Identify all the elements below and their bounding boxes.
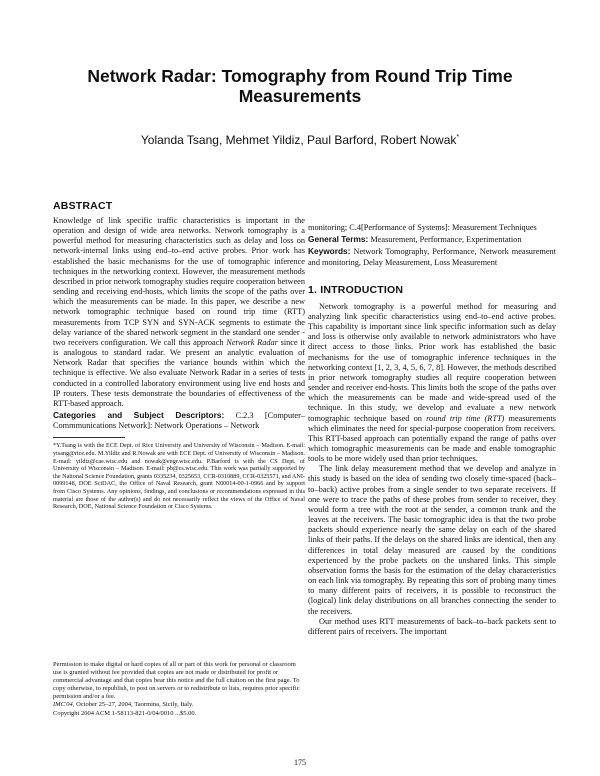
intro-paragraph-3: Our method uses RTT measurements of back–to–back packets sent to different pairs of receivers. The important xyxy=(308,616,556,636)
introduction-heading: 1. INTRODUCTION xyxy=(308,283,404,296)
paper-title: Network Radar: Tomography from Round Trip Time Measurements xyxy=(87,66,513,106)
page-number: 175 xyxy=(294,758,306,767)
intro-paragraph-2: The link delay measurement method that we develop and analyze in this study is based on the idea of sending two closely time-spaced (back–to–back) active probes from a single sender to two separate receivers. If one were to trace the paths of these probes from sender to receiver, they would form a tree with the root at the sender, a common trunk and the leaves at the receivers. The basic tomographic idea is that the two probe packets should experience nearly the same delay on each of the shared links of their paths. If the delays on the shared links are identical, then any differences in total delay measured are caused by the conditions experienced by the probe packets on the unshared links. This simple observation forms the basis for the estimation of the delay characteristics on each link via tomography. By repeating this sort of probing many times to many different pairs of receivers, it is possible to reconstruct the (logical) link delay distributions on all branches connecting the sender to the receivers. xyxy=(308,464,556,616)
categories-block: Categories and Subject Descriptors: C.2.3 [Computer–Commmunications Network]: Network Operations – Network xyxy=(53,409,305,431)
keywords: Keywords: Network Tomography, Performance, Network measurement and monitoring, Delay Measurement, Loss Measurement xyxy=(308,246,556,267)
permission-notice xyxy=(53,661,305,718)
copyright-line: Copyright 2004 ACM 1-58113-821-0/04/0010 ...$5.00. xyxy=(53,709,197,717)
conference-venue: IMC'04, October 25–27, 2004, Taormina, Sicily, Italy. xyxy=(53,701,194,709)
author-footnote: *Y.Tsang is with the ECE Dept. of Rice University and University of Wisconsin – Madison. E-mail: ytsang@rice.edu. M.Yildiz and R.Nowak are with ECE Dept. of University of Wisconsin – Madison. E-mail: yildiz@cae.wisc.edu and nowak@engr.wisc.edu. P.Barford is with the CS Dept. of University of Wisconsin – Madison. E-mail: pb@cs.wisc.edu. This work was partially supported by the National Science Foundation, grants 0335234, 0325653, CCR-0310889, CCR-0325571, and ANI-0099148, DOE SciDAC, the Office of Naval Research, grant N00014-00-1-0966 and by support from Cisco Systems. Any opinions, findings, and conclusions or recommendations expressed in this material are those of the author(s) and do not necessarily reflect the views of the Office of Naval Research, DOE, National Science Foundation or Cisco Systems. xyxy=(53,442,305,511)
abstract-text: Knowledge of link specific traffic characteristics is important in the operation and design of wide area networks. Network tomography is a powerful method for measuring characteristics such as delay and loss on network-internal links using end–to–end active probes. Prior work has established the basic mechanisms for the use of tomographic inference techniques in the networking context. However, the measurement methods described in prior network tomography studies require cooperation between sending and receiving end-hosts, which limits the scope of the paths over which the measurements can be made. In this paper, we describe a new network tomographic technique based on round trip time (RTT) measurements from TCP SYN and SYN-ACK segments to estimate the delay variance of the shared network segment in the standard one sender - two receivers configuration. We call this approach Network Radar since it is analogous to standard radar. We present an analytic evaluation of Network Radar that specifies the variance bounds within which the technique is effective. We also evaluate Network Radar in a series of tests conducted in a controlled laboratory environment using live end hosts and IP routers. These tests demonstrate the boundaries of effectiveness of the RTT-based approach. xyxy=(53,216,305,408)
right-column xyxy=(308,222,556,637)
categories-continued: monitoring; C.4[Performance of Systems]: Measurement Techniques xyxy=(308,223,537,232)
intro-paragraph-1: Network tomography is a powerful method for measuring and analyzing link specific characteristics using end–to–end active probes. This capability is important since link specific information such as delay and loss is otherwise only available to network administrators who have direct access to those links. Prior work has established the basic mechanisms for the use of tomographic inference techniques in the networking context [1, 2, 3, 4, 5, 6, 7, 8]. However, the methods described in prior network tomography studies all require cooperation between sender and receiver end-hosts. This limits both the scope of the paths over which the measurements can be made and wide-spread used of the technique. In this study, we develop and evaluate a new network tomographic technique based on round trip time (RTT) measurements which eliminates the need for special-purpose cooperation from receivers. This RTT-based approach can potentially expand the range of paths over which tomographic measurements can be made and enable tomographic tools to be more widely used than prior techniques. xyxy=(308,301,556,464)
footnote-rule xyxy=(53,437,125,438)
author-list: Yolanda Tsang, Mehmet Yildiz, Paul Barford, Robert Nowak* xyxy=(140,133,460,147)
abstract-heading: ABSTRACT xyxy=(53,200,113,212)
general-terms: General Terms: Measurement, Performance, Experimentation xyxy=(308,234,522,245)
permission-text: Permission to make digital or hard copies of all or part of this work for personal or classroom use is granted without fee provided that copies are not made or distributed for profit or commercial advantage and that copies bear this notice and the full citation on the first page. To copy otherwise, to republish, to post on servers or to redistribute to lists, requires prior specific permission and/or a fee. xyxy=(53,661,300,701)
left-column xyxy=(53,200,305,511)
